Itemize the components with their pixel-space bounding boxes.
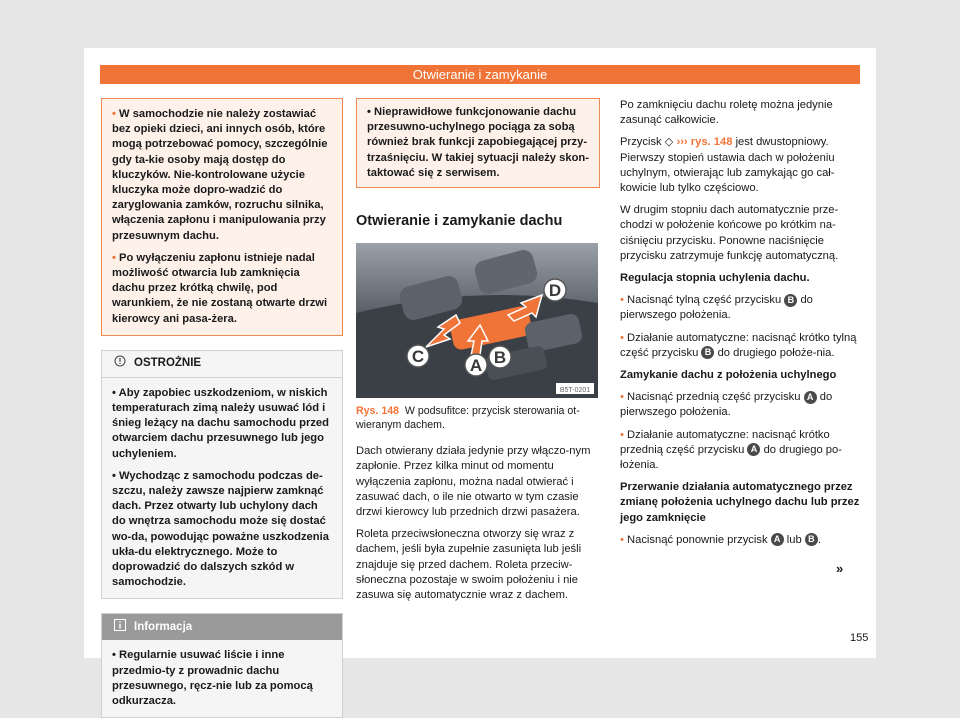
info-box <box>101 613 343 718</box>
page-header: Otwieranie i zamykanie <box>100 65 860 84</box>
warning-box <box>101 98 343 336</box>
middle-column <box>356 98 600 610</box>
roof-button-figure <box>356 243 598 398</box>
bullet-2: • Działanie automatyczne: nacisnąć krótko tylną część przycisku B do drugiego położe-nia. <box>620 331 857 359</box>
bullet-1: • Nacisnąć tylną część przycisku B do pierwszego położenia. <box>620 294 813 322</box>
section-title: Otwieranie i zamykanie dachu <box>356 213 563 230</box>
bullet-4: • Działanie automatyczne: nacisnąć krótko przednią część przycisku A do drugiego po-łożenia. <box>620 428 842 472</box>
caution-body <box>102 378 342 599</box>
info-body <box>102 640 342 717</box>
heading-przerwanie: Przerwanie działania automatycznego przez zmianę położenia uchylnego dachu lub przez jego zamknięcie <box>620 481 860 524</box>
continue-arrow: » <box>836 561 844 576</box>
heading-regulacja: Regulacja stopnia uchylenia dachu. <box>620 272 810 285</box>
middle-paragraph-1: Dach otwierany działa jedynie przy włączo-nym zapłonie. Przez kilka minut od momentu wyłączenia zapłonu, można nadal otwierać i zasuwać dach, o ile nie otwarto w tym czasie drzwi kierowcy lub przednich drzwi pasażera. <box>356 445 591 519</box>
right-paragraph-3: W drugim stopniu dach automatycznie prze-chodzi w położenie końcowe po krótkim na-ciśnięciu przycisku. Ponowne naciśnięcie przycisku zatrzymuje funkcję automatyczną. <box>620 204 839 262</box>
info-item-1: • Regularnie usuwać liście i inne przedmio-ty z prowadnic dachu przesuwnego, ręcz-nie lub za pomocą odkurzacza. <box>112 649 313 708</box>
bullet-3: • Nacisnąć przednią część przycisku A do pierwszego położenia. <box>620 391 833 419</box>
figure-code: B5T-0201 <box>559 387 591 395</box>
right-paragraph-2: Przycisk ◇ ››› rys. 148 jest dwustopniowy. Pierwszy stopień ustawia dach w położeniu uchylnym, otwierając lub zamykając go cał-kowicie lub tylko częściowo. <box>620 136 835 195</box>
caution-box <box>101 350 343 600</box>
info-icon <box>114 619 126 636</box>
warning-item-2: • Po wyłączeniu zapłonu istnieje nadal możliwość otwarcia lub zamknięcia dachu przez krótką chwilę, pod warunkiem, że nie zostaną otwarte drzwi kierowcy ani pasa-żera. <box>112 251 328 325</box>
caution-item-1: • Aby zapobiec uszkodzeniom, w niskich temperaturach zimą należy usuwać lód i śnieg leżący na dachu samochodu przed otwarciem dachu przesuwnego lub jego uchyleniem. <box>112 386 329 460</box>
figure-caption: Rys. 148 W podsufitce: przycisk sterowania ot-wieranym dachem. <box>356 405 580 432</box>
warning-item-3: • Nieprawidłowe funkcjonowanie dachu przesuwno-uchylnego pociąga za sobą również brak funkcji zapobiegającej przy-trzaśnięciu. W takiej sytuacji należy skon-taktować się z serwisem. <box>367 106 589 179</box>
bullet-5: • Nacisnąć ponownie przycisk A lub B . <box>620 533 821 546</box>
heading-zamykanie: Zamykanie dachu z położenia uchylnego <box>620 369 837 382</box>
label-c: C <box>411 347 425 367</box>
label-d: D <box>548 281 562 301</box>
caution-title: OSTROŻNIE <box>102 351 342 378</box>
label-b: B <box>493 348 507 368</box>
caution-item-2: • Wychodząc z samochodu podczas de-szczu, należy zawsze najpierw zamknąć dach. Przez otwarty lub uchylony dach do wnętrza samochodu może się dostać wo-da, powodując poważne uszkodzenia ukła-du elektrycznego. Może to doprowadzić do dalszych szkód w samochodzie. <box>112 469 329 589</box>
page-number: 155 <box>850 632 869 644</box>
info-title: Informacja <box>102 614 342 640</box>
label-a: A <box>469 356 483 376</box>
warning-item-1: • W samochodzie nie należy zostawiać bez opieki dzieci, ani innych osób, które mogą potrzebować pomocy, szczególnie gdy ta-kie osoby mają dostęp do kluczyków. Nie-kontrolowane użycie kluczyka może dopro-wadzić do zaryglowania zamków, rozruchu silnika, włączenia zapłonu i manipulowania przy przesuwnym dachu. <box>112 108 328 242</box>
middle-paragraph-2: Roleta przeciwsłoneczna otworzy się wraz z dachem, jeśli była zupełnie zasunięta lub jeśli znajduje się przed dachem. Roleta przeciw-słoneczna pozostaje w swoim położeniu i nie zasuwa się automatycznie wraz z dachem. <box>356 528 582 602</box>
figure-link[interactable]: ››› rys. 148 <box>676 136 733 149</box>
warning-box-2 <box>356 98 600 188</box>
right-paragraph-1: Po zamknięciu dachu roletę można jedynie zasunąć całkowicie. <box>620 99 833 127</box>
roof-switch-icon: ◇ <box>664 136 674 149</box>
caution-icon <box>114 355 126 372</box>
left-column <box>101 98 343 718</box>
right-column <box>620 98 860 555</box>
